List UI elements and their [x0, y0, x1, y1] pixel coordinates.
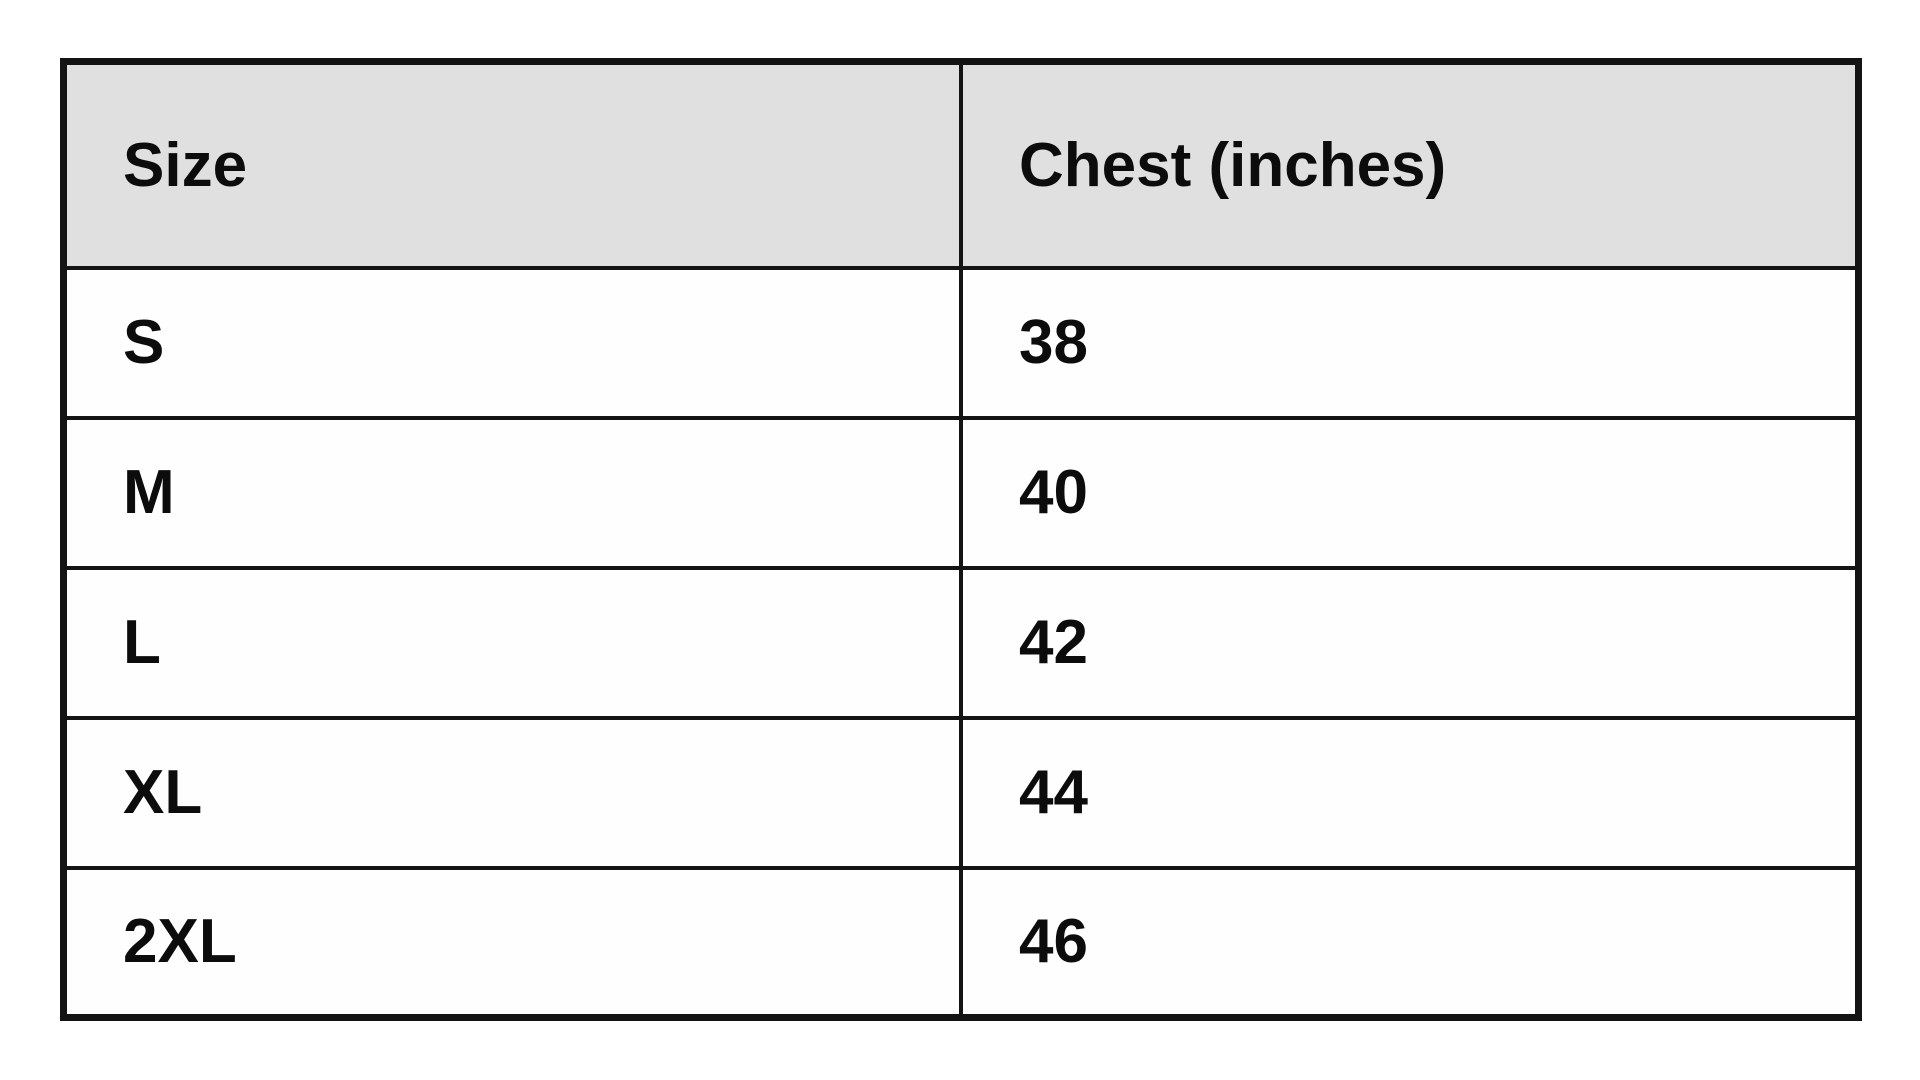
chest-cell: 38 [961, 268, 1859, 418]
table-row-2xl [64, 868, 1859, 1018]
size-cell: 2XL [64, 868, 962, 1018]
header-row [64, 62, 1859, 268]
column-header-size: Size [64, 62, 962, 268]
chest-cell: 46 [961, 868, 1859, 1018]
table-row-xl [64, 718, 1859, 868]
table-row-s [64, 268, 1859, 418]
size-cell: XL [64, 718, 962, 868]
size-cell: L [64, 568, 962, 718]
size-cell: M [64, 418, 962, 568]
size-cell: S [64, 268, 962, 418]
size-chart-table [60, 58, 1862, 1021]
chest-cell: 44 [961, 718, 1859, 868]
column-header-chest: Chest (inches) [961, 62, 1859, 268]
table-row-m [64, 418, 1859, 568]
table-row-l [64, 568, 1859, 718]
chest-cell: 40 [961, 418, 1859, 568]
chest-cell: 42 [961, 568, 1859, 718]
